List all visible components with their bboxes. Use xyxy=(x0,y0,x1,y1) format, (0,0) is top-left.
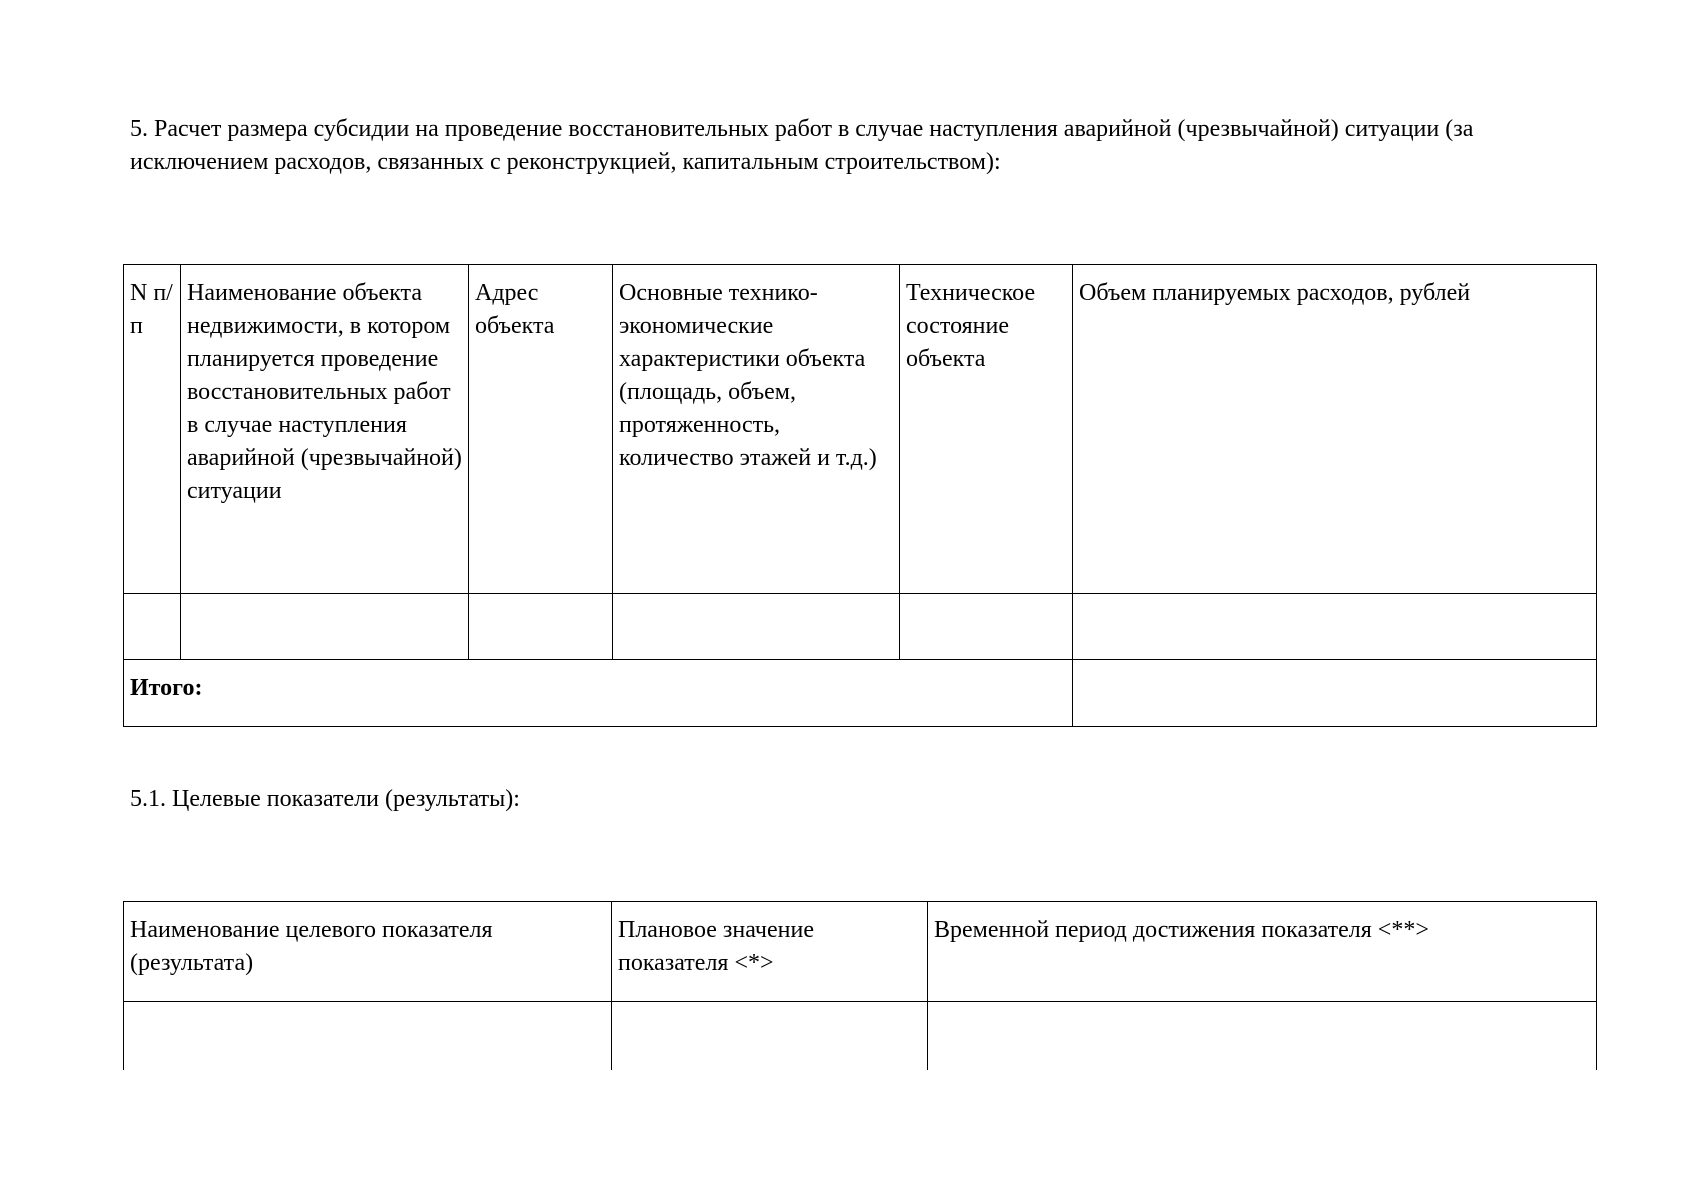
header-cell-characteristics: Основные технико-экономические характеристики объекта (площадь, объем, протяженность, количество этажей и т.д.) xyxy=(613,265,900,594)
header-cell-number: N п/п xyxy=(124,265,181,594)
table-cell[interactable] xyxy=(181,594,469,660)
section-5-1-heading: 5.1. Целевые показатели (результаты): xyxy=(130,786,520,812)
header-cell-time-period: Временной период достижения показателя <**> xyxy=(928,902,1597,1002)
table-row xyxy=(124,1002,1597,1070)
table-cell[interactable] xyxy=(612,1002,928,1070)
header-cell-address: Адрес объекта xyxy=(469,265,613,594)
table-cell[interactable] xyxy=(124,594,181,660)
total-row xyxy=(124,660,1597,727)
header-cell-object-name: Наименование объекта недвижимости, в котором планируется проведение восстановительных работ в случае наступления аварийной (чрезвычайной) ситуации xyxy=(181,265,469,594)
table-cell[interactable] xyxy=(613,594,900,660)
total-label: Итого: xyxy=(124,660,1073,727)
subsidy-calculation-table xyxy=(123,264,1597,727)
table-header-row xyxy=(124,902,1597,1002)
table-cell[interactable] xyxy=(124,1002,612,1070)
section-5-heading: 5. Расчет размера субсидии на проведение восстановительных работ в случае наступления аварийной (чрезвычайной) ситуации (за исключением расходов, связанных с реконструкцией, капитальным строительством): xyxy=(130,116,1474,175)
target-indicators-table xyxy=(123,901,1597,1070)
table-cell[interactable] xyxy=(900,594,1073,660)
table-cell[interactable] xyxy=(928,1002,1597,1070)
header-cell-technical-state: Техническое состояние объекта xyxy=(900,265,1073,594)
header-cell-planned-value: Плановое значение показателя <*> xyxy=(612,902,928,1002)
table-row xyxy=(124,594,1597,660)
table-cell[interactable] xyxy=(469,594,613,660)
header-cell-indicator-name: Наименование целевого показателя (результата) xyxy=(124,902,612,1002)
table-header-row xyxy=(124,265,1597,594)
table-cell[interactable] xyxy=(1073,594,1597,660)
header-cell-planned-expenses: Объем планируемых расходов, рублей xyxy=(1073,265,1597,594)
total-value-cell[interactable] xyxy=(1073,660,1597,727)
